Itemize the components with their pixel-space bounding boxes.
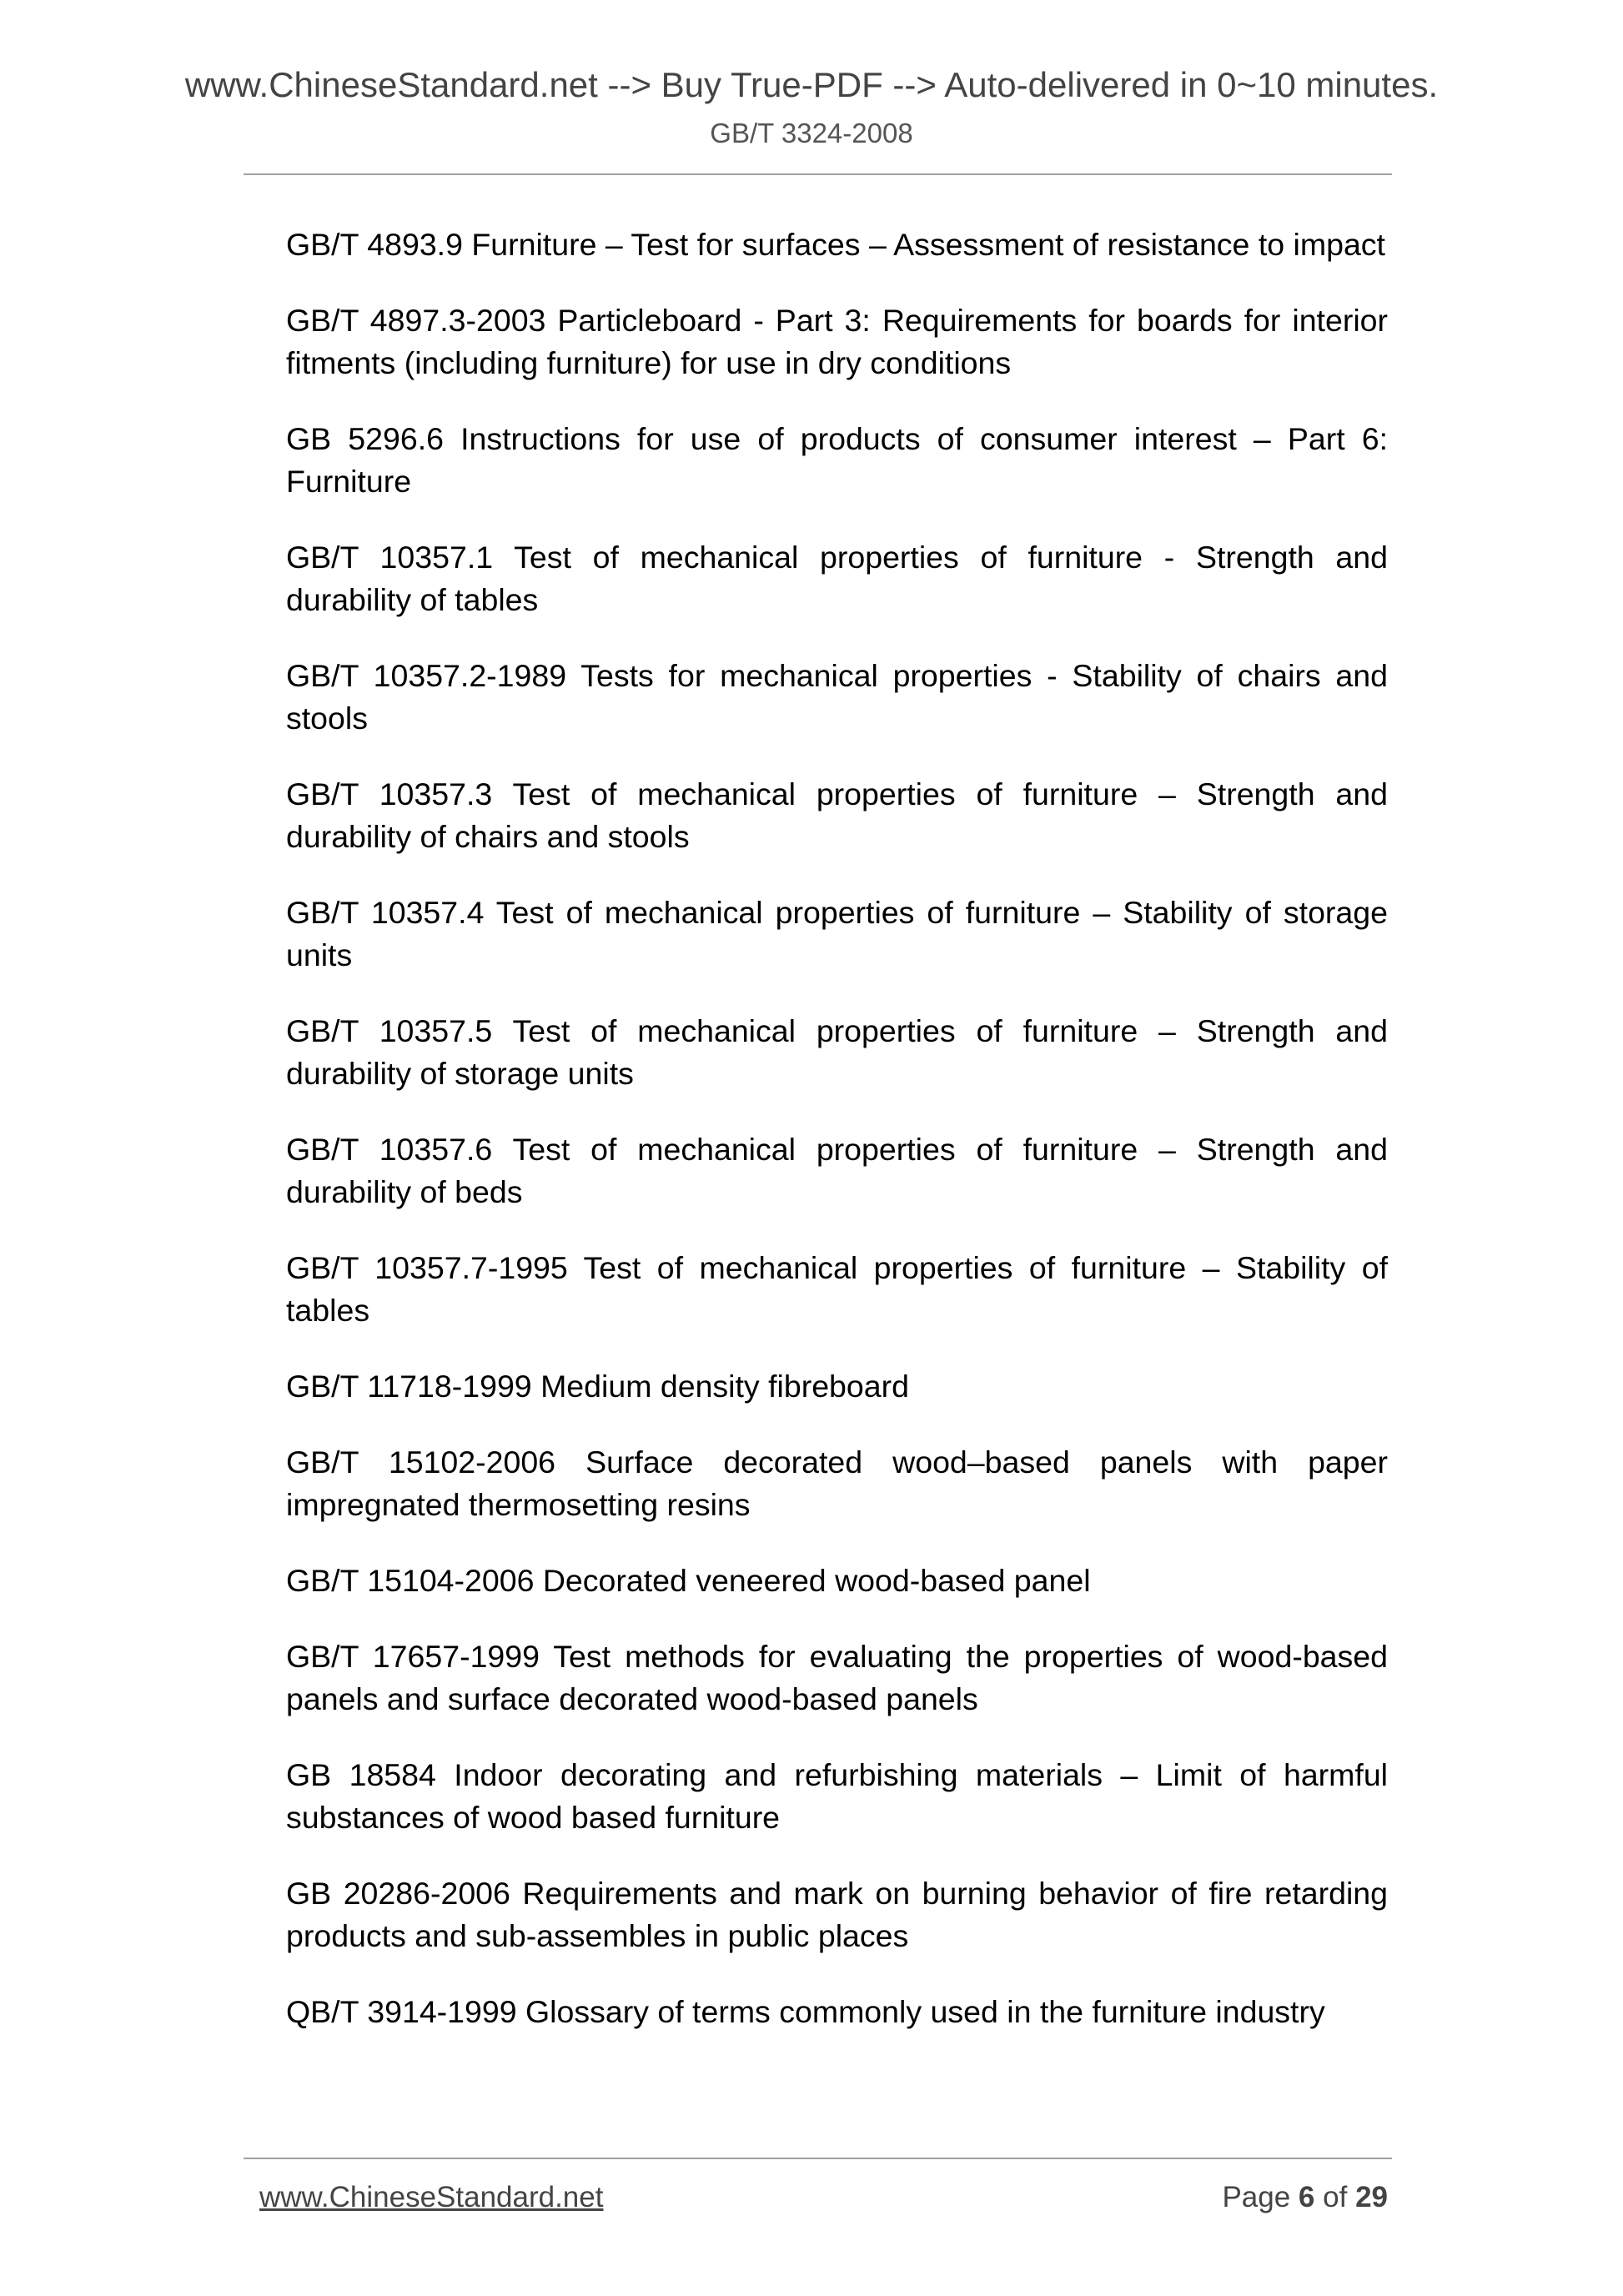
reference-item: GB/T 10357.3 Test of mechanical properties of furniture – Strength and durability of chairs and stools bbox=[286, 776, 1388, 854]
header-divider bbox=[244, 173, 1392, 175]
page-indicator bbox=[1222, 2178, 1388, 2217]
total-pages: 29 bbox=[1355, 2181, 1388, 2213]
reference-item: GB/T 4897.3-2003 Particleboard - Part 3: Requirements for boards for interior fitments (including furniture) for use in dry conditions bbox=[286, 303, 1388, 380]
reference-item: GB/T 11718-1999 Medium density fibreboard bbox=[286, 1369, 909, 1404]
reference-item: GB/T 15102-2006 Surface decorated wood–based panels with paper impregnated thermosetting resins bbox=[286, 1444, 1388, 1522]
reference-item: QB/T 3914-1999 Glossary of terms commonly used in the furniture industry bbox=[286, 1994, 1325, 2029]
reference-item: GB/T 10357.1 Test of mechanical properties of furniture - Strength and durability of tables bbox=[286, 540, 1388, 617]
header-banner: www.ChineseStandard.net --> Buy True-PDF --> Auto-delivered in 0~10 minutes. bbox=[184, 65, 1439, 104]
footer-divider bbox=[244, 2158, 1392, 2159]
reference-item: GB/T 10357.6 Test of mechanical properties of furniture – Strength and durability of beds bbox=[286, 1132, 1388, 1209]
reference-item: GB/T 10357.5 Test of mechanical properties of furniture – Strength and durability of storage units bbox=[286, 1013, 1388, 1091]
of-label: of bbox=[1323, 2181, 1348, 2213]
reference-item: GB/T 17657-1999 Test methods for evaluating the properties of wood-based panels and surface decorated wood-based panels bbox=[286, 1639, 1388, 1716]
reference-item: GB/T 10357.4 Test of mechanical properties of furniture – Stability of storage units bbox=[286, 895, 1388, 972]
normative-references-list bbox=[286, 224, 1388, 2067]
reference-item: GB/T 10357.2-1989 Tests for mechanical properties - Stability of chairs and stools bbox=[286, 658, 1388, 736]
reference-item: GB/T 4893.9 Furniture – Test for surfaces – Assessment of resistance to impact bbox=[286, 227, 1385, 262]
reference-item: GB/T 15104-2006 Decorated veneered wood-based panel bbox=[286, 1563, 1091, 1598]
reference-item: GB/T 10357.7-1995 Test of mechanical properties of furniture – Stability of tables bbox=[286, 1250, 1388, 1328]
reference-item: GB 20286-2006 Requirements and mark on burning behavior of fire retarding products and sub-assembles in public places bbox=[286, 1876, 1388, 1953]
reference-item: GB 5296.6 Instructions for use of products of consumer interest – Part 6: Furniture bbox=[286, 421, 1388, 499]
footer-website-link[interactable]: www.ChineseStandard.net bbox=[259, 2181, 604, 2213]
reference-item: GB 18584 Indoor decorating and refurbishing materials – Limit of harmful substances of wood based furniture bbox=[286, 1757, 1388, 1835]
document-id: GB/T 3324-2008 bbox=[710, 118, 913, 148]
current-page: 6 bbox=[1298, 2181, 1315, 2213]
page-label: Page bbox=[1222, 2181, 1291, 2213]
